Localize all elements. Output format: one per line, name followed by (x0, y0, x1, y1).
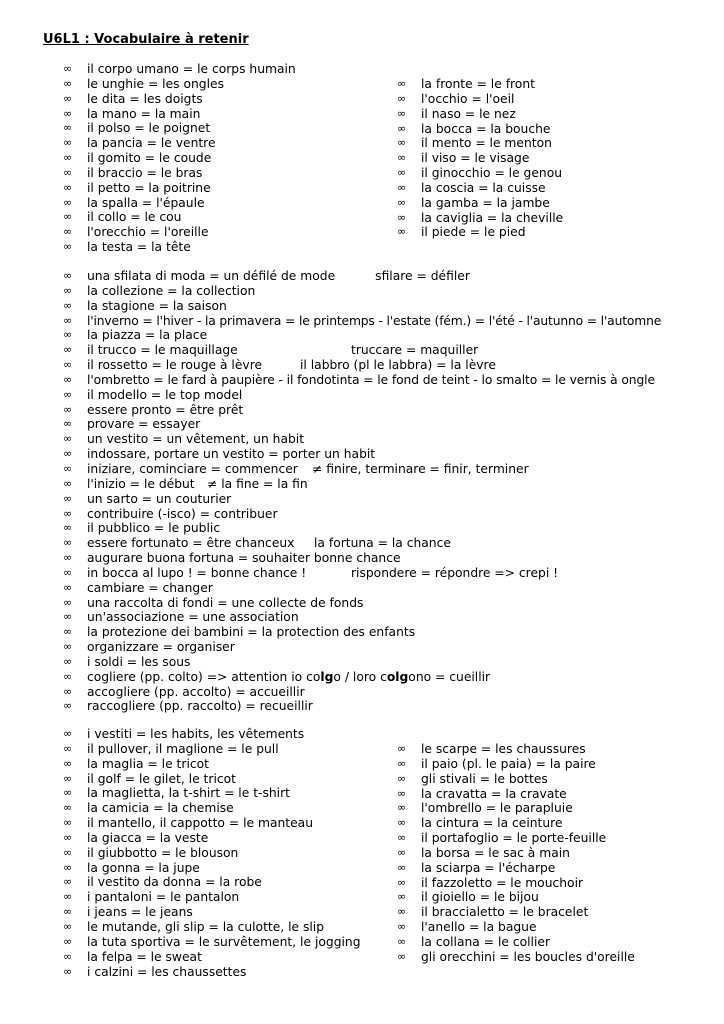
infinity-bullet-icon: ∞ (63, 727, 73, 740)
infinity-bullet-icon: ∞ (397, 742, 407, 755)
list-item: ∞ il braccialetto = le bracelet (397, 905, 589, 920)
infinity-bullet-icon: ∞ (63, 298, 73, 312)
list-item: ∞ la pancia = le ventre (63, 136, 216, 151)
infinity-bullet-icon: ∞ (63, 771, 73, 785)
infinity-bullet-icon: ∞ (63, 506, 73, 520)
list-item: ∞ la fronte = le front (397, 77, 535, 91)
list-item: ∞ essere pronto = être prêt (63, 402, 244, 417)
infinity-bullet-icon: ∞ (397, 180, 407, 194)
list-item: ∞ il giubbotto = le blouson (63, 845, 239, 860)
list-item: ∞ il modello = le top model (63, 387, 243, 402)
infinity-bullet-icon: ∞ (63, 461, 73, 475)
infinity-bullet-icon: ∞ (63, 845, 73, 859)
list-item: ∞ la giacca = la veste (63, 830, 209, 845)
list-item: ∞ il portafoglio = le porte-feuille (397, 831, 607, 846)
infinity-bullet-icon: ∞ (397, 225, 407, 239)
infinity-bullet-icon: ∞ (397, 875, 407, 889)
infinity-bullet-icon: ∞ (63, 283, 73, 297)
infinity-bullet-icon: ∞ (397, 786, 407, 800)
infinity-bullet-icon: ∞ (397, 890, 407, 904)
list-item: ∞ il polso = le poignet (63, 121, 211, 136)
list-item: ∞ la gonna = la jupe (63, 860, 200, 875)
infinity-bullet-icon: ∞ (63, 580, 73, 594)
list-item: ∞ la gamba = la jambe (397, 195, 550, 210)
infinity-bullet-icon: ∞ (397, 210, 407, 224)
list-item: ∞ il corpo umano = le corps humain (63, 62, 296, 76)
infinity-bullet-icon: ∞ (63, 180, 73, 194)
infinity-bullet-icon: ∞ (63, 551, 73, 565)
infinity-bullet-icon: ∞ (63, 417, 73, 431)
list-item: ∞ la collezione = la collection (63, 283, 256, 298)
list-item: ∞ la maglia = le tricot (63, 756, 209, 771)
infinity-bullet-icon: ∞ (63, 919, 73, 933)
infinity-bullet-icon: ∞ (397, 77, 407, 90)
list-item: ∞ i soldi = les sous (63, 654, 191, 669)
list-item: ∞ un vestito = un vêtement, un habit (63, 432, 305, 447)
list-item: ∞ il rossetto = le rouge à lèvre il labbro (pl le labbra) = la lèvre (63, 358, 496, 373)
list-item: ∞ in bocca al lupo ! = bonne chance ! rispondere = répondre => crepi ! (63, 565, 559, 580)
list-item: ∞ i calzini = les chaussettes (63, 964, 247, 979)
list-item: ∞ la stagione = la saison (63, 298, 227, 313)
list-item: ∞ le scarpe = les chaussures (397, 742, 586, 756)
list-item: ∞ indossare, portare un vestito = porter un habit (63, 447, 376, 462)
infinity-bullet-icon: ∞ (63, 801, 73, 815)
infinity-bullet-icon: ∞ (63, 91, 73, 105)
infinity-bullet-icon: ∞ (63, 521, 73, 535)
list-item: ∞ l'inverno = l'hiver - la primavera = le printemps - l'estate (fém.) = l'été - l'autunno = l'automne (63, 313, 662, 328)
list-item: ∞ iniziare, cominciare = commencer ≠ finire, terminare = finir, terminer (63, 461, 529, 476)
body-parts-left-list (63, 62, 296, 255)
infinity-bullet-icon: ∞ (397, 920, 407, 934)
list-item: ∞ la coscia = la cuisse (397, 180, 546, 195)
list-item: ∞ il braccio = le bras (63, 165, 203, 180)
infinity-bullet-icon: ∞ (63, 165, 73, 179)
infinity-bullet-icon: ∞ (63, 654, 73, 668)
list-item: ∞ i vestiti = les habits, les vêtements (63, 727, 305, 741)
list-item: ∞ la protezione dei bambini = la protection des enfants (63, 625, 416, 640)
list-item: ∞ la spalla = l'épaule (63, 195, 205, 210)
list-item: ∞ il ginocchio = le genou (397, 166, 563, 181)
list-item: ∞ la maglietta, la t-shirt = le t-shirt (63, 786, 290, 801)
list-item: ∞ il viso = le visage (397, 151, 530, 166)
infinity-bullet-icon: ∞ (63, 816, 73, 830)
list-item: ∞ la sciarpa = l'écharpe (397, 860, 556, 875)
list-item: ∞ essere fortunato = être chanceux la fortuna = la chance (63, 536, 451, 551)
infinity-bullet-icon: ∞ (63, 76, 73, 90)
list-item: ∞ il mento = le menton (397, 136, 552, 151)
infinity-bullet-icon: ∞ (63, 328, 73, 342)
infinity-bullet-icon: ∞ (63, 210, 73, 224)
list-item: ∞ accogliere (pp. accolto) = accueillir (63, 684, 305, 699)
infinity-bullet-icon: ∞ (63, 62, 73, 75)
infinity-bullet-icon: ∞ (397, 106, 407, 120)
infinity-bullet-icon: ∞ (63, 195, 73, 209)
list-item: ∞ una raccolta di fondi = une collecte de fonds (63, 595, 364, 610)
infinity-bullet-icon: ∞ (63, 625, 73, 639)
infinity-bullet-icon: ∞ (397, 816, 407, 830)
infinity-bullet-icon: ∞ (63, 225, 73, 239)
list-item: ∞ la camicia = la chemise (63, 801, 234, 816)
list-item: ∞ cogliere (pp. colto) => attention io colgo / loro colgono = cueillir (63, 669, 491, 684)
list-item: ∞ l'anello = la bague (397, 920, 537, 935)
infinity-bullet-icon: ∞ (63, 240, 73, 254)
infinity-bullet-icon: ∞ (63, 934, 73, 948)
list-item: ∞ il golf = le gilet, le tricot (63, 771, 236, 786)
list-item: ∞ il vestito da donna = la robe (63, 875, 262, 890)
list-item: ∞ il piede = le pied (397, 225, 526, 240)
list-item: ∞ provare = essayer (63, 417, 201, 432)
infinity-bullet-icon: ∞ (63, 860, 73, 874)
list-item: ∞ il fazzoletto = le mouchoir (397, 875, 584, 890)
infinity-bullet-icon: ∞ (63, 387, 73, 401)
list-item: ∞ un'associazione = une association (63, 610, 299, 625)
list-item: ∞ la testa = la tête (63, 240, 191, 255)
infinity-bullet-icon: ∞ (63, 756, 73, 770)
list-item: ∞ una sfilata di moda = un défilé de mode sfilare = défiler (63, 269, 470, 283)
list-item: ∞ le dita = les doigts (63, 91, 203, 106)
list-item: ∞ l'ombrello = le parapluie (397, 801, 573, 816)
infinity-bullet-icon: ∞ (397, 831, 407, 845)
infinity-bullet-icon: ∞ (397, 756, 407, 770)
infinity-bullet-icon: ∞ (63, 136, 73, 150)
list-item: ∞ la tuta sportiva = le survêtement, le jogging (63, 934, 361, 949)
list-item: ∞ la piazza = la place (63, 328, 208, 343)
infinity-bullet-icon: ∞ (397, 151, 407, 165)
list-item: ∞ gli orecchini = les boucles d'oreille (397, 949, 635, 964)
infinity-bullet-icon: ∞ (397, 845, 407, 859)
clothes-right-list (397, 742, 635, 965)
infinity-bullet-icon: ∞ (397, 166, 407, 180)
infinity-bullet-icon: ∞ (63, 402, 73, 416)
page-title: U6L1 : Vocabulaire à retenir (43, 32, 249, 47)
list-item: ∞ il pullover, il maglione = le pull (63, 741, 279, 756)
list-item: ∞ il pubblico = le public (63, 521, 221, 536)
infinity-bullet-icon: ∞ (63, 595, 73, 609)
infinity-bullet-icon: ∞ (63, 964, 73, 978)
infinity-bullet-icon: ∞ (397, 121, 407, 135)
infinity-bullet-icon: ∞ (63, 830, 73, 844)
list-item: ∞ i pantaloni = le pantalon (63, 890, 240, 905)
infinity-bullet-icon: ∞ (397, 91, 407, 105)
infinity-bullet-icon: ∞ (397, 860, 407, 874)
infinity-bullet-icon: ∞ (63, 106, 73, 120)
infinity-bullet-icon: ∞ (397, 934, 407, 948)
infinity-bullet-icon: ∞ (63, 786, 73, 800)
list-item: ∞ contribuire (-isco) = contribuer (63, 506, 278, 521)
body-parts-right-list (397, 77, 563, 240)
infinity-bullet-icon: ∞ (397, 136, 407, 150)
infinity-bullet-icon: ∞ (397, 905, 407, 919)
infinity-bullet-icon: ∞ (63, 313, 73, 327)
infinity-bullet-icon: ∞ (63, 565, 73, 579)
infinity-bullet-icon: ∞ (63, 905, 73, 919)
list-item: ∞ il gioiello = le bijou (397, 890, 539, 905)
infinity-bullet-icon: ∞ (63, 640, 73, 654)
list-item: ∞ la collana = le collier (397, 934, 551, 949)
infinity-bullet-icon: ∞ (63, 491, 73, 505)
list-item: ∞ la cravatta = la cravate (397, 786, 567, 801)
infinity-bullet-icon: ∞ (63, 536, 73, 550)
list-item: ∞ l'occhio = l'oeil (397, 91, 515, 106)
infinity-bullet-icon: ∞ (397, 949, 407, 963)
list-item: ∞ l'orecchio = l'oreille (63, 225, 209, 240)
list-item: ∞ il collo = le cou (63, 210, 182, 225)
infinity-bullet-icon: ∞ (63, 875, 73, 889)
list-item: ∞ i jeans = le jeans (63, 905, 193, 920)
infinity-bullet-icon: ∞ (63, 949, 73, 963)
fashion-vocab-list (63, 269, 661, 714)
infinity-bullet-icon: ∞ (63, 684, 73, 698)
infinity-bullet-icon: ∞ (63, 741, 73, 755)
infinity-bullet-icon: ∞ (397, 771, 407, 785)
infinity-bullet-icon: ∞ (63, 358, 73, 372)
infinity-bullet-icon: ∞ (63, 610, 73, 624)
list-item: ∞ le mutande, gli slip = la culotte, le slip (63, 919, 325, 934)
list-item: ∞ l'ombretto = le fard à paupière - il fondotinta = le fond de teint - lo smalto = le vernis à ongle (63, 372, 655, 387)
infinity-bullet-icon: ∞ (63, 269, 73, 282)
list-item: ∞ organizzare = organiser (63, 640, 235, 655)
infinity-bullet-icon: ∞ (63, 372, 73, 386)
list-item: ∞ il naso = le nez (397, 106, 516, 121)
list-item: ∞ la mano = la main (63, 106, 201, 121)
list-item: ∞ la caviglia = la cheville (397, 210, 564, 225)
list-item: ∞ l'inizio = le début ≠ la fine = la fin (63, 476, 308, 491)
infinity-bullet-icon: ∞ (63, 447, 73, 461)
infinity-bullet-icon: ∞ (63, 343, 73, 357)
infinity-bullet-icon: ∞ (63, 699, 73, 713)
infinity-bullet-icon: ∞ (397, 801, 407, 815)
list-item: ∞ il mantello, il cappotto = le manteau (63, 816, 313, 831)
infinity-bullet-icon: ∞ (63, 151, 73, 165)
list-item: ∞ il gomito = le coude (63, 151, 212, 166)
list-item: ∞ cambiare = changer (63, 580, 213, 595)
infinity-bullet-icon: ∞ (63, 476, 73, 490)
list-item: ∞ la cintura = la ceinture (397, 816, 563, 831)
list-item: ∞ la borsa = le sac à main (397, 845, 570, 860)
infinity-bullet-icon: ∞ (63, 121, 73, 135)
infinity-bullet-icon: ∞ (63, 669, 73, 683)
list-item: ∞ le unghie = les ongles (63, 76, 224, 91)
list-item: ∞ la bocca = la bouche (397, 121, 551, 136)
list-item: ∞ il trucco = le maquillage truccare = maquiller (63, 343, 479, 358)
list-item: ∞ il petto = la poitrine (63, 180, 211, 195)
infinity-bullet-icon: ∞ (63, 432, 73, 446)
list-item: ∞ un sarto = un couturier (63, 491, 232, 506)
infinity-bullet-icon: ∞ (63, 890, 73, 904)
clothes-left-list (63, 727, 361, 979)
infinity-bullet-icon: ∞ (397, 195, 407, 209)
list-item: ∞ gli stivali = le bottes (397, 771, 548, 786)
list-item: ∞ augurare buona fortuna = souhaiter bonne chance (63, 551, 401, 566)
list-item: ∞ la felpa = le sweat (63, 949, 202, 964)
list-item: ∞ il paio (pl. le paia) = la paire (397, 756, 596, 771)
list-item: ∞ raccogliere (pp. raccolto) = recueillir (63, 699, 313, 714)
